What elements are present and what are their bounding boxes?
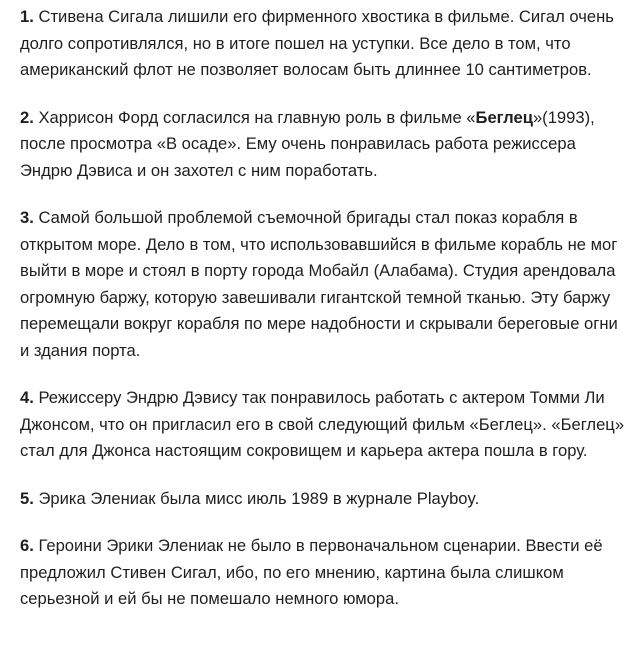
fact-number: 3. (20, 208, 34, 227)
film-title: Беглец (475, 107, 533, 127)
fact-text: Самой большой проблемой съемочной бригады стал показ корабля в открытом море. Дело в том, что использовавшийся в фильме корабль не мог выйти в море и стоял в порту города Мобайл (Алабама). Студия арендовала огромную баржу, которую завешивали гигантской темной тканью. Эту баржу перемещали вокруг корабля по мере надобности и скрывали береговые огни и здания порта. (20, 208, 618, 360)
fact-text-after: »(1993), после просмотра «В осаде». Ему очень понравилась работа режиссера Эндрю Дэвиса и он захотел с ним поработать. (20, 107, 595, 180)
fact-number: 5. (20, 488, 34, 508)
fact-6 (20, 533, 628, 613)
fact-5 (20, 486, 628, 513)
fact-1 (20, 4, 628, 84)
fact-text-before: Харрисон Форд согласился на главную роль в фильме « (38, 107, 476, 127)
fact-text: Режиссеру Эндрю Дэвису так понравилось работать с актером Томми Ли Джонсом, что он пригласил его в свой следующий фильм «Беглец». «Беглец» стал для Джонса настоящим сокровищем и карьера актера пошла в гору. (20, 388, 625, 460)
fact-3 (20, 205, 628, 364)
fact-4 (20, 385, 628, 465)
fact-number: 6. (20, 536, 34, 555)
fact-number: 2. (20, 107, 34, 127)
fact-number: 1. (20, 7, 34, 26)
fact-text: Стивена Сигала лишили его фирменного хвостика в фильме. Сигал очень долго сопротивлялся, но в итоге пошел на уступки. Все дело в том, что американский флот не позволяет волосам быть длиннее 10 сантиметров. (20, 7, 614, 79)
fact-text: Героини Эрики Элениак не было в первоначальном сценарии. Ввести её предложил Стивен Сигал, ибо, по его мнению, картина была слишком серьезной и ей бы не помешало немного юмора. (20, 536, 603, 608)
fact-number: 4. (20, 388, 34, 407)
fact-text: Эрика Элениак была мисс июль 1989 в журнале Playboy. (38, 488, 480, 508)
fact-2 (20, 105, 628, 185)
